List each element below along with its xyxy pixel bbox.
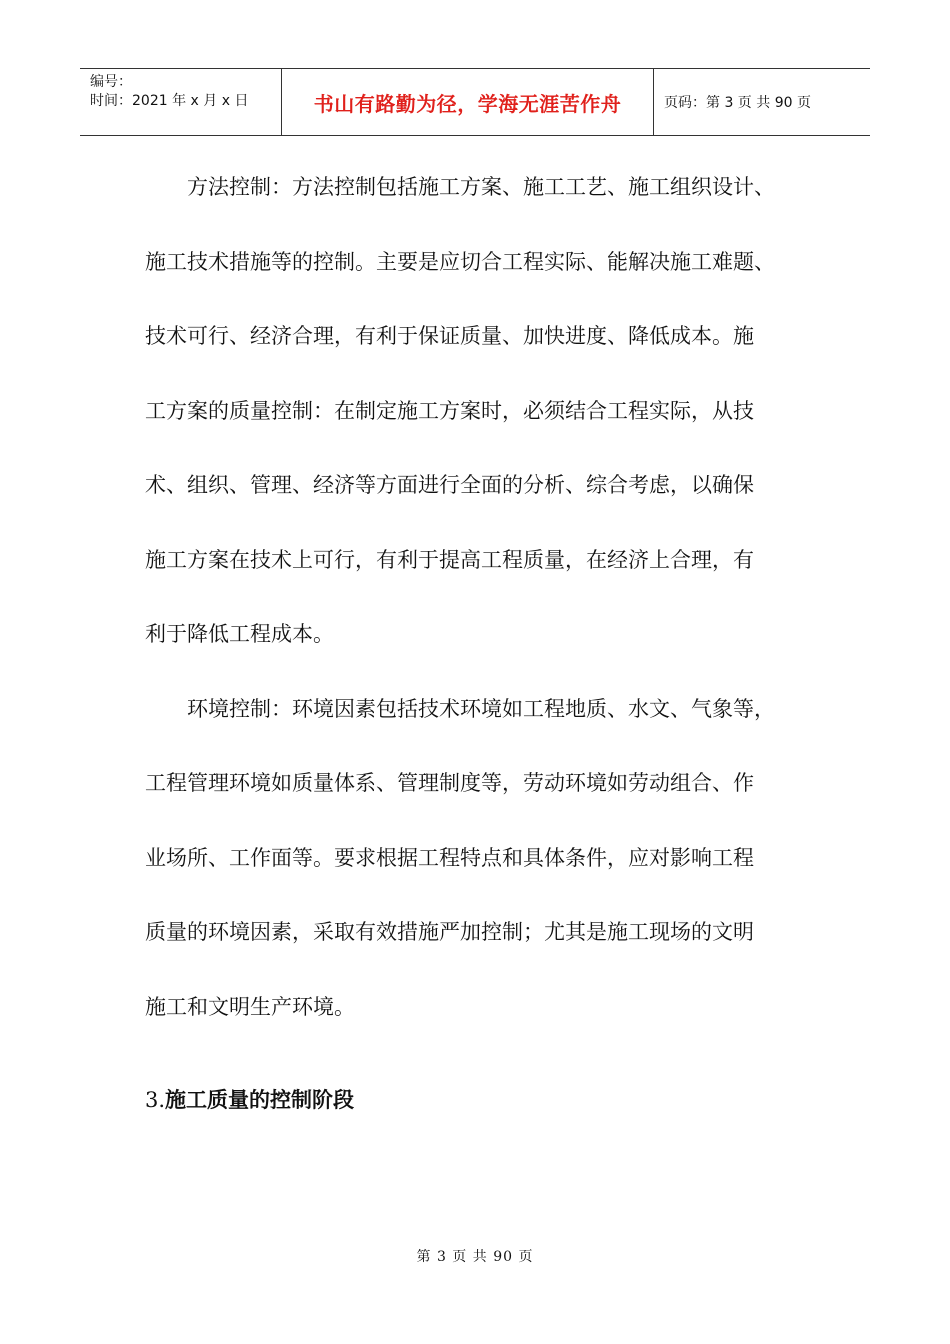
text-line: 工程管理环境如质量体系、管理制度等，劳动环境如劳动组合、作	[145, 771, 754, 795]
document-body	[145, 150, 805, 1044]
header-page-info: 页码：第 3 页 共 90 页	[664, 95, 811, 111]
text-line: 工方案的质量控制：在制定施工方案时，必须结合工程实际，从技	[145, 398, 754, 423]
header-meta	[80, 69, 282, 135]
text-line: 利于降低工程成本。	[145, 622, 334, 646]
text-line: 环境控制：环境因素包括技术环境如工程地质、水文、气象等，	[187, 696, 775, 721]
section-title: 施工质量的控制阶段	[165, 1088, 355, 1112]
text-line: 方法控制：方法控制包括施工方案、施工工艺、施工组织设计、	[187, 175, 775, 199]
text-line: 质量的环境因素，采取有效措施严加控制；尤其是施工现场的文明	[145, 920, 754, 944]
paragraph-environment-control	[145, 672, 805, 1045]
text-line: 施工技术措施等的控制。主要是应切合工程实际、能解决施工难题、	[145, 249, 775, 274]
page-footer: 第 3 页 共 90 页	[416, 1249, 534, 1265]
document-header	[80, 68, 870, 136]
text-line: 技术可行、经济合理，有利于保证质量、加快进度、降低成本。施	[145, 324, 754, 348]
document-number-label: 编号：	[90, 74, 132, 90]
text-line: 施工和文明生产环境。	[145, 994, 355, 1019]
document-date: 时间：2021 年 x 月 x 日	[90, 93, 249, 109]
text-line: 术、组织、管理、经济等方面进行全面的分析、综合考虑，以确保	[145, 473, 754, 497]
section-heading	[145, 1084, 354, 1114]
section-number: 3.	[145, 1088, 166, 1112]
paragraph-method-control	[145, 150, 805, 672]
header-motto: 书山有路勤为径，学海无涯苦作舟	[282, 69, 654, 135]
text-line: 业场所、工作面等。要求根据工程特点和具体条件，应对影响工程	[145, 845, 754, 870]
text-line: 施工方案在技术上可行，有利于提高工程质量，在经济上合理，有	[145, 547, 754, 572]
